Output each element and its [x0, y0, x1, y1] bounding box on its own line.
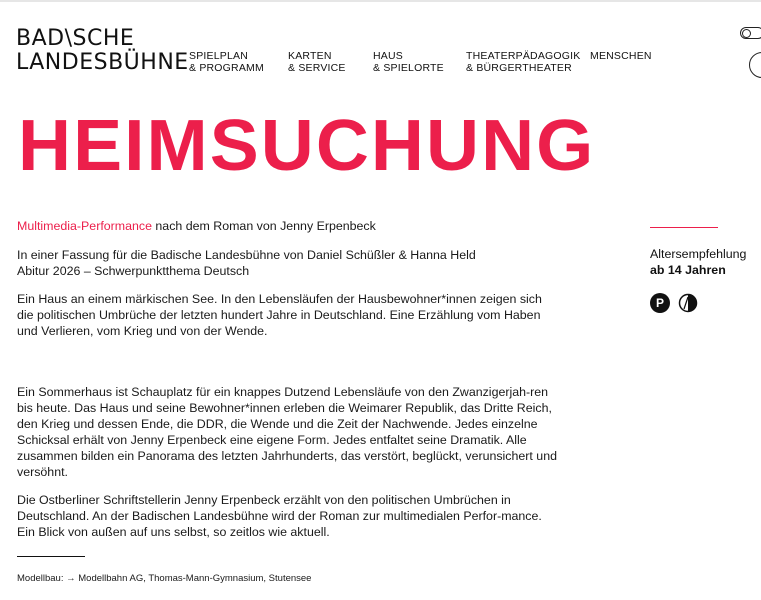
nav-item-line: THEATERPÄDAGOGIK [466, 50, 581, 62]
half-circle-icon [678, 293, 698, 313]
nav-item-line: & PROGRAMM [189, 62, 264, 74]
intro-paragraph: Ein Haus an einem märkischen See. In den Lebensläufen der Hausbewohner*innen zeigen sich die politischen Umbrüche der letzten hundert Jahre in Deutschland. Eine Erzählung vom Haben und Verlieren, vom Krieg und von der Wende. [17, 292, 542, 338]
nav-item-menschen[interactable] [590, 50, 652, 62]
nav-item-line: HAUS [373, 50, 403, 62]
divider [17, 556, 85, 557]
side-info [650, 227, 761, 313]
nav-item-karten[interactable] [288, 50, 346, 74]
menu-button[interactable] [749, 52, 761, 78]
accessibility-icons [650, 293, 761, 313]
nav-item-spielplan[interactable] [189, 50, 264, 74]
age-label: Altersempfehlung [650, 247, 747, 261]
body-paragraph-1: Ein Sommerhaus ist Schauplatz für ein knappes Dutzend Lebensläufe von den Zwanzigerjah-ren bis heute. Das Haus und seine Bewohner*innen erleben die Weimarer Republik, das Dritte Reich, den Krieg und dessen Ende, die DDR, die Wende und die Zeit der Nachwende. Jedes einzelne Schicksal erhält von Jenny Erpenbeck eine eigene Form. Jedes entfaltet seine Dramatik. Alle zusammen bilden ein Panorama des letzten Jahrhunderts, das verstört, beglückt, verunsichert und versöhnt. [17, 385, 557, 479]
top-border [0, 0, 761, 2]
theme-toggle[interactable] [740, 27, 761, 39]
nav-item-line: & SERVICE [288, 62, 346, 74]
nav-item-line: KARTEN [288, 50, 332, 62]
accent-divider [650, 227, 718, 228]
page-title: HEIMSUCHUNG [18, 106, 596, 186]
main-content [17, 218, 557, 585]
version-line: In einer Fassung für die Badische Landesbühne von Daniel Schüßler & Hanna Held [17, 248, 476, 262]
genre-line [17, 218, 557, 234]
logo[interactable] [16, 27, 189, 75]
genre-suffix: nach dem Roman von Jenny Erpenbeck [151, 219, 376, 233]
credits-line: Modellbau: → Modellbahn AG, Thomas-Mann-Gymnasium, Stutensee [17, 573, 312, 584]
nav-item-line: & BÜRGERTHEATER [466, 62, 572, 74]
nav-item-theaterpaedagogik[interactable] [466, 50, 580, 74]
nav-item-line: SPIELPLAN [189, 50, 248, 62]
parking-icon: P [650, 293, 670, 313]
nav-item-line: MENSCHEN [590, 50, 652, 62]
nav-item-haus[interactable] [373, 50, 444, 74]
genre-link[interactable]: Multimedia-Performance [17, 219, 152, 233]
body-paragraph-2: Die Ostberliner Schriftstellerin Jenny Erpenbeck erzählt von den politischen Umbrüchen in Deutschland. An der Badischen Landesbühne wird der Roman zur multimedialen Perfor-mance. Ein Blick von außen auf uns selbst, so zeitlos wie aktuell. [17, 493, 542, 539]
age-value: ab 14 Jahren [650, 263, 726, 277]
nav-item-line: & SPIELORTE [373, 62, 444, 74]
abitur-line: Abitur 2026 – Schwerpunktthema Deutsch [17, 264, 250, 278]
logo-line-2: LANDESBÜHNE [16, 50, 189, 75]
logo-line-1: BAD\SCHE [16, 26, 135, 51]
